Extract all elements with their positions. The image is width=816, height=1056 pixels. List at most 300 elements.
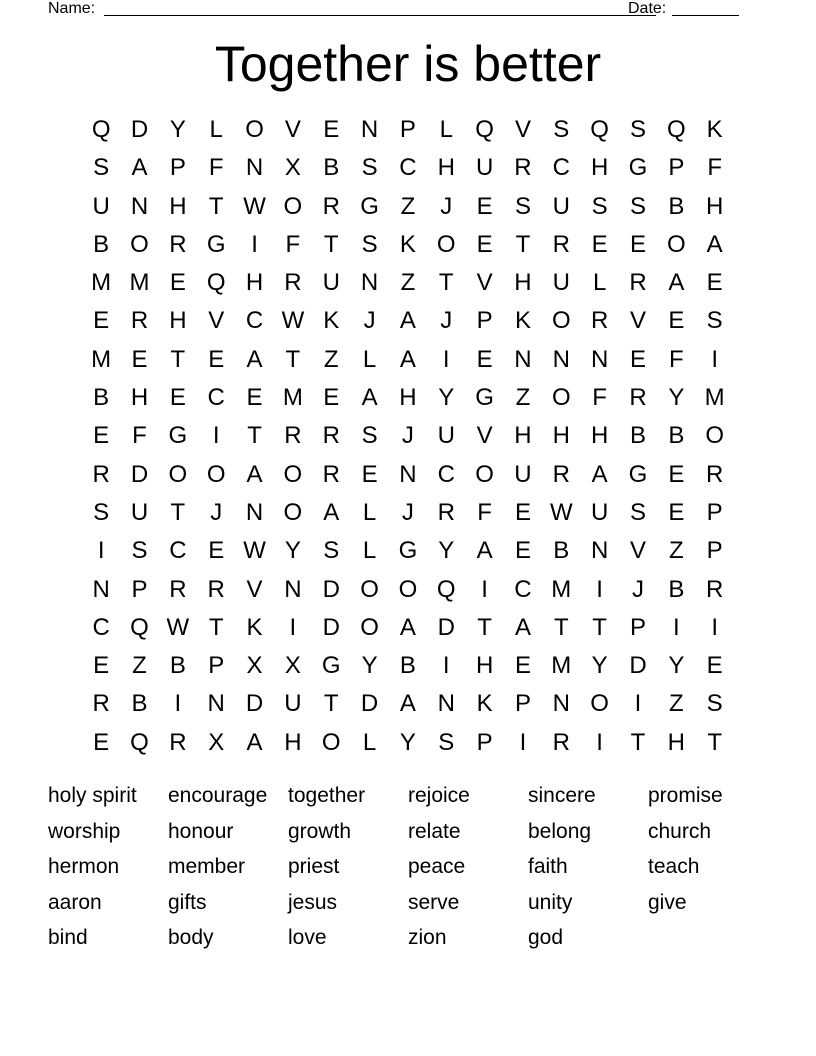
grid-letter: T [515, 230, 531, 258]
grid-letter: O [245, 116, 264, 143]
grid-letter: I [442, 652, 450, 680]
grid-letter: E [169, 384, 186, 412]
grid-letter: R [629, 269, 647, 297]
grid-letter: B [131, 690, 148, 718]
word-list-item: honour [168, 819, 234, 843]
grid-letter: I [634, 690, 642, 718]
grid-letter: E [93, 422, 110, 450]
grid-letter: T [208, 192, 224, 220]
grid-letter: V [514, 116, 531, 143]
grid-letter: E [246, 384, 263, 412]
grid-letter: L [362, 498, 377, 526]
grid-letter: E [668, 498, 685, 526]
grid-letter: J [210, 498, 223, 526]
grid-letter: E [706, 652, 723, 680]
grid-letter: Z [668, 537, 684, 565]
grid-letter: Y [668, 384, 685, 412]
grid-letter: G [168, 422, 188, 450]
grid-letter: Q [475, 116, 494, 143]
grid-letter: E [514, 537, 531, 565]
grid-letter: G [475, 384, 494, 412]
grid-row [82, 685, 734, 723]
grid-letter: P [629, 613, 646, 641]
grid-letter: R [130, 307, 149, 335]
grid-letter: L [362, 728, 377, 756]
word-list-item: growth [288, 819, 352, 843]
grid-letter: D [437, 613, 455, 641]
grid-letter: B [668, 575, 685, 603]
grid-letter: Y [591, 652, 608, 680]
grid-letter: A [706, 230, 723, 258]
grid-letter: A [246, 460, 263, 488]
grid-letter: O [551, 384, 571, 412]
grid-letter: E [93, 728, 110, 756]
grid-letter: Q [130, 613, 149, 641]
word-list-item: encourage [168, 784, 268, 807]
grid-letter: E [706, 269, 723, 297]
grid-letter: R [706, 575, 724, 603]
grid-row [82, 341, 734, 379]
grid-letter: T [170, 498, 186, 526]
grid-letter: O [398, 575, 418, 603]
grid-row [82, 724, 734, 762]
grid-row [82, 494, 734, 532]
grid-letter: X [208, 728, 225, 756]
grid-row [82, 456, 734, 494]
grid-letter: V [476, 269, 493, 297]
grid-letter: U [322, 269, 340, 297]
grid-letter: G [206, 230, 226, 258]
grid-letter: I [672, 613, 680, 641]
grid-letter: N [399, 460, 417, 488]
grid-letter: D [360, 690, 379, 718]
grid-letter: Z [132, 652, 147, 680]
grid-letter: R [284, 422, 302, 450]
grid-letter: R [514, 154, 532, 182]
grid-letter: X [246, 652, 263, 680]
grid-letter: I [596, 575, 603, 603]
grid-letter: R [207, 575, 225, 603]
grid-letter: H [169, 192, 187, 220]
page-title: Together is better [214, 36, 602, 92]
grid-letter: O [283, 192, 303, 220]
grid-letter: C [437, 460, 455, 488]
word-list-item: serve [408, 890, 460, 914]
grid-letter: O [206, 460, 226, 488]
grid-letter: S [323, 537, 340, 565]
grid-letter: J [401, 422, 414, 450]
grid-letter: P [514, 690, 531, 718]
word-list-item: give [648, 890, 687, 914]
grid-letter: P [476, 728, 493, 756]
grid-letter: V [246, 575, 263, 603]
grid-letter: B [93, 384, 110, 412]
grid-letter: D [130, 116, 149, 143]
grid-letter: O [130, 230, 149, 258]
grid-letter: H [590, 154, 609, 182]
grid-letter: N [92, 575, 110, 603]
grid-letter: E [476, 345, 493, 373]
grid-letter: U [92, 192, 110, 220]
grid-letter: Y [361, 652, 378, 680]
grid-letter: H [552, 422, 570, 450]
grid-letter: S [131, 537, 148, 565]
word-list-item: together [288, 784, 366, 807]
grid-letter: F [132, 422, 147, 450]
grid-letter: H [169, 307, 187, 335]
grid-letter: X [284, 154, 301, 182]
grid-letter: Y [169, 116, 186, 143]
grid-row [82, 188, 734, 226]
grid-letter: N [552, 690, 570, 718]
grid-letter: I [519, 728, 527, 756]
word-list-item: promise [648, 784, 723, 807]
word-list-item: aaron [48, 890, 102, 914]
grid-letter: B [169, 652, 186, 680]
grid-letter: F [668, 345, 684, 373]
grid-letter: E [668, 307, 685, 335]
grid-letter: W [166, 613, 190, 641]
grid-letter: T [707, 728, 722, 756]
grid-letter: M [282, 384, 303, 412]
grid-letter: M [704, 384, 725, 412]
grid-letter: V [208, 307, 225, 335]
grid-letter: E [361, 460, 378, 488]
grid-row [82, 379, 734, 417]
grid-letter: O [551, 307, 571, 335]
grid-letter: P [208, 652, 225, 680]
grid-letter: P [668, 154, 685, 182]
word-list-item: teach [648, 855, 700, 878]
grid-letter: G [321, 652, 341, 680]
grid-row [82, 647, 734, 685]
grid-letter: S [361, 422, 378, 450]
grid-letter: N [207, 690, 225, 718]
grid-letter: S [438, 728, 455, 756]
grid-letter: O [283, 460, 303, 488]
grid-letter: S [553, 116, 570, 143]
word-list-item: bind [48, 926, 88, 949]
grid-letter: V [629, 537, 646, 565]
grid-letter: E [169, 269, 186, 297]
grid-letter: C [514, 575, 532, 603]
grid-letter: R [552, 728, 570, 756]
grid-letter: H [514, 269, 532, 297]
grid-letter: U [130, 498, 149, 526]
grid-letter: K [323, 307, 340, 335]
grid-letter: B [553, 537, 570, 565]
grid-letter: P [131, 575, 148, 603]
grid-letter: R [552, 460, 570, 488]
grid-letter: R [169, 728, 187, 756]
grid-letter: N [437, 690, 455, 718]
grid-letter: I [174, 690, 182, 718]
word-list-item: god [528, 926, 564, 949]
grid-letter: R [284, 269, 302, 297]
grid-letter: Y [284, 537, 301, 565]
grid-letter: O [321, 728, 341, 756]
grid-letter: B [323, 154, 340, 182]
word-list-item: faith [528, 855, 568, 878]
grid-row [82, 609, 734, 647]
word-list-item: relate [408, 819, 461, 843]
grid-row [82, 302, 734, 340]
grid-letter: F [592, 384, 607, 412]
grid-letter: W [549, 498, 573, 526]
grid-letter: I [711, 613, 718, 641]
grid-row [82, 571, 734, 609]
grid-letter: A [399, 613, 416, 641]
grid-letter: R [629, 384, 647, 412]
word-list-item: peace [408, 855, 466, 878]
grid-letter: B [668, 192, 685, 220]
grid-letter: U [552, 269, 570, 297]
grid-letter: H [706, 192, 724, 220]
grid-letter: A [399, 345, 416, 373]
grid-letter: M [129, 269, 150, 297]
grid-row [82, 111, 734, 149]
grid-letter: H [284, 728, 302, 756]
grid-letter: O [436, 230, 456, 258]
grid-letter: O [705, 422, 724, 450]
grid-letter: R [437, 498, 455, 526]
grid-letter: H [245, 269, 264, 297]
grid-letter: S [629, 498, 646, 526]
grid-letter: W [243, 537, 266, 565]
grid-letter: H [399, 384, 417, 412]
grid-letter: K [476, 690, 493, 718]
name-label: Name: [48, 0, 96, 17]
grid-letter: X [284, 652, 301, 680]
grid-letter: N [590, 345, 609, 373]
grid-letter: R [706, 460, 724, 488]
grid-letter: U [552, 192, 570, 220]
grid-letter: S [706, 690, 723, 718]
grid-letter: O [283, 498, 303, 526]
letter-grid [82, 111, 734, 762]
grid-letter: I [442, 345, 450, 373]
grid-letter: E [668, 460, 685, 488]
grid-letter: D [245, 690, 264, 718]
grid-letter: S [591, 192, 608, 220]
grid-letter: N [360, 269, 379, 297]
grid-letter: Z [400, 269, 416, 297]
grid-letter: J [363, 307, 376, 335]
grid-letter: K [246, 613, 263, 641]
grid-letter: R [552, 230, 570, 258]
grid-letter: C [92, 613, 110, 641]
grid-letter: Q [206, 269, 226, 297]
grid-letter: Z [400, 192, 416, 220]
grid-letter: N [590, 537, 609, 565]
grid-letter: T [592, 613, 607, 641]
grid-letter: O [666, 230, 686, 258]
grid-letter: H [590, 422, 609, 450]
grid-letter: T [438, 269, 454, 297]
word-list-item: jesus [288, 890, 338, 914]
grid-letter: H [514, 422, 532, 450]
grid-letter: C [245, 307, 264, 335]
grid-letter: I [711, 345, 718, 373]
grid-letter: Q [590, 116, 609, 143]
grid-letter: R [590, 307, 609, 335]
grid-letter: N [514, 345, 532, 373]
grid-letter: O [360, 613, 379, 641]
grid-letter: Q [666, 116, 686, 143]
grid-letter: D [322, 575, 340, 603]
word-list-item: zion [408, 926, 447, 949]
grid-letter: T [285, 345, 301, 373]
grid-letter: N [360, 116, 379, 143]
grid-letter: F [707, 154, 722, 182]
grid-letter: G [628, 154, 648, 182]
grid-letter: A [246, 728, 263, 756]
grid-letter: U [284, 690, 302, 718]
word-list-item: body [168, 926, 214, 949]
grid-letter: Q [130, 728, 149, 756]
date-label: Date: [628, 0, 667, 17]
grid-letter: S [361, 230, 378, 258]
grid-letter: L [439, 116, 453, 143]
grid-letter: P [476, 307, 493, 335]
grid-letter: T [630, 728, 646, 756]
grid-letter: Z [668, 690, 684, 718]
grid-letter: Y [399, 728, 416, 756]
grid-letter: M [91, 345, 112, 373]
grid-letter: W [281, 307, 305, 335]
grid-letter: E [208, 345, 225, 373]
word-list-item: worship [48, 819, 121, 843]
grid-letter: I [289, 613, 297, 641]
grid-letter: E [476, 192, 493, 220]
grid-letter: D [130, 460, 149, 488]
grid-letter: D [629, 652, 647, 680]
grid-letter: Z [323, 345, 339, 373]
word-list-item: gifts [168, 890, 207, 914]
grid-row [82, 264, 734, 302]
grid-letter: N [284, 575, 302, 603]
grid-letter: O [475, 460, 494, 488]
grid-letter: A [361, 384, 378, 412]
grid-letter: Q [91, 116, 111, 143]
grid-letter: B [93, 230, 110, 258]
grid-letter: G [360, 192, 379, 220]
grid-letter: A [668, 269, 685, 297]
grid-letter: V [629, 307, 646, 335]
grid-row [82, 417, 734, 455]
grid-letter: A [476, 537, 493, 565]
grid-letter: K [514, 307, 531, 335]
grid-letter: S [514, 192, 531, 220]
grid-row [82, 532, 734, 570]
grid-letter: C [207, 384, 225, 412]
grid-letter: A [514, 613, 531, 641]
grid-letter: P [169, 154, 186, 182]
grid-letter: F [285, 230, 301, 258]
name-blank-line [104, 15, 656, 16]
grid-letter: H [475, 652, 494, 680]
word-list-item: hermon [48, 855, 120, 878]
grid-letter: Y [438, 537, 455, 565]
word-list-item: priest [288, 855, 340, 878]
grid-letter: F [208, 154, 224, 182]
grid-letter: I [97, 537, 105, 565]
grid-letter: Q [436, 575, 456, 603]
grid-letter: T [323, 230, 339, 258]
grid-letter: E [323, 116, 340, 143]
grid-letter: E [629, 230, 646, 258]
grid-letter: P [399, 116, 416, 143]
word-list [48, 778, 768, 956]
grid-letter: R [92, 460, 110, 488]
grid-letter: L [362, 345, 377, 373]
grid-letter: B [399, 652, 416, 680]
grid-letter: Y [668, 652, 685, 680]
grid-letter: O [590, 690, 609, 718]
grid-letter: B [629, 422, 646, 450]
grid-letter: W [243, 192, 266, 220]
grid-letter: S [93, 498, 110, 526]
grid-letter: E [323, 384, 340, 412]
grid-letter: E [131, 345, 148, 373]
grid-letter: E [629, 345, 646, 373]
grid-letter: A [591, 460, 608, 488]
grid-letter: N [245, 498, 264, 526]
header-line [48, 0, 748, 22]
grid-letter: L [209, 116, 223, 143]
grid-letter: I [251, 230, 258, 258]
grid-letter: E [591, 230, 608, 258]
grid-letter: U [590, 498, 609, 526]
grid-letter: T [323, 690, 339, 718]
grid-letter: O [360, 575, 379, 603]
grid-letter: Y [438, 384, 455, 412]
grid-letter: A [399, 690, 416, 718]
grid-letter: E [514, 498, 531, 526]
grid-letter: A [323, 498, 340, 526]
grid-letter: R [322, 460, 340, 488]
grid-letter: R [322, 192, 340, 220]
word-list-item: belong [528, 819, 592, 843]
grid-letter: J [631, 575, 644, 603]
grid-letter: T [553, 613, 569, 641]
grid-letter: U [437, 422, 455, 450]
grid-letter: K [399, 230, 416, 258]
grid-letter: M [91, 269, 112, 297]
grid-letter: A [131, 154, 148, 182]
grid-letter: I [596, 728, 603, 756]
grid-letter: L [362, 537, 377, 565]
grid-letter: R [322, 422, 340, 450]
word-list-item: holy spirit [48, 784, 137, 807]
grid-letter: A [399, 307, 416, 335]
grid-letter: R [169, 575, 187, 603]
grid-letter: D [322, 613, 340, 641]
grid-letter: H [130, 384, 149, 412]
grid-letter: S [629, 116, 646, 143]
grid-letter: H [437, 154, 455, 182]
grid-letter: L [592, 269, 607, 297]
grid-letter: R [92, 690, 110, 718]
grid-letter: J [401, 498, 414, 526]
grid-row [82, 226, 734, 264]
grid-letter: H [667, 728, 685, 756]
grid-letter: O [168, 460, 188, 488]
word-list-item: church [648, 819, 712, 843]
grid-row [82, 149, 734, 187]
grid-letter: E [208, 537, 225, 565]
grid-letter: B [668, 422, 685, 450]
